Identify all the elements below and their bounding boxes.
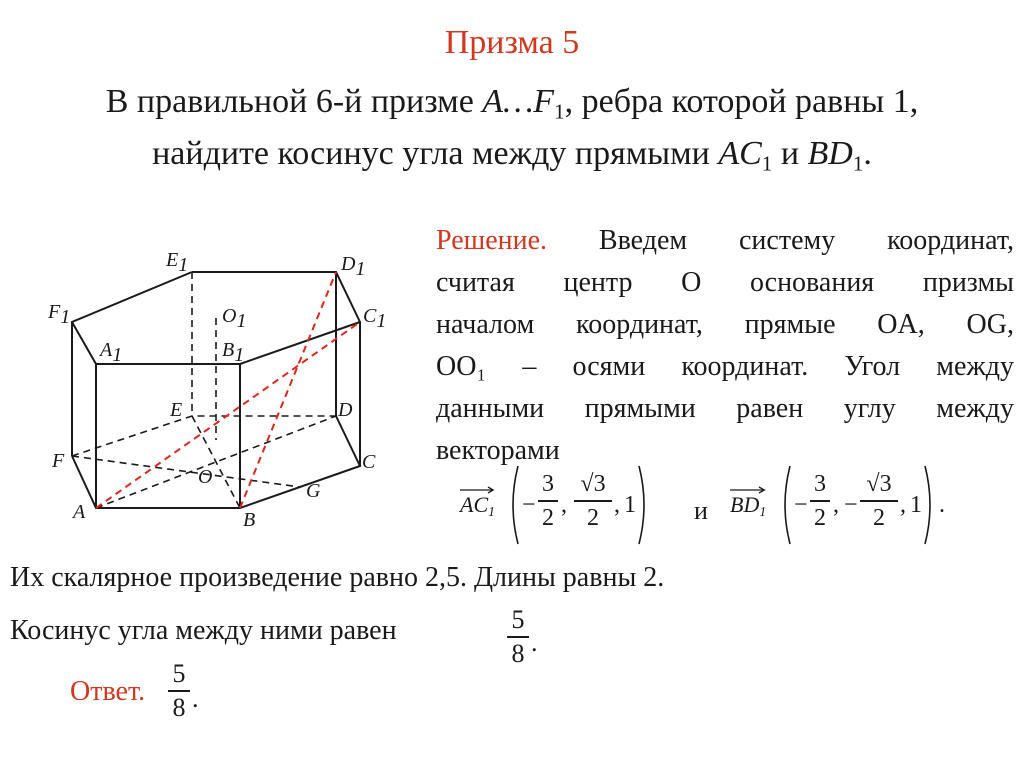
vector1-c2-fraction: √3 2 (574, 470, 612, 532)
vector-arrow-icon (730, 486, 766, 494)
label-E1: E1 (166, 249, 189, 276)
solution-line-1: Введем систему координат, (547, 225, 1014, 256)
vector2-c2-fraction: √3 2 (860, 470, 898, 532)
label-A1: A1 (100, 339, 123, 366)
label-D1: D1 (341, 253, 366, 280)
label-D: D (338, 399, 353, 421)
vector2-c2-sign: − (844, 492, 858, 518)
vector1-c3: 1 (624, 492, 636, 518)
label-B1: B1 (222, 339, 245, 366)
answer-label: Ответ. (70, 676, 146, 707)
label-B: B (243, 509, 256, 531)
label-C1: C1 (363, 305, 387, 332)
right-paren-1 (637, 464, 651, 546)
cosine-fraction: 5 8 (507, 606, 529, 668)
vector-ac1-name: $AC_1$ (460, 492, 495, 518)
label-E: E (170, 399, 183, 421)
label-O1: O1 (222, 305, 247, 332)
solution-text (436, 220, 1014, 472)
right-paren-2 (923, 464, 937, 546)
label-C: C (362, 451, 376, 473)
vector2-c1-fraction: 3 2 (810, 470, 830, 532)
solution-label: Решение. (436, 225, 548, 256)
vectors-conjunction: и (694, 496, 708, 525)
solution-line-5: данными прямыми равен углу между (436, 393, 1014, 424)
solution-line-2: считая центр O основания призмы (436, 267, 1014, 298)
slide-title: Призма 5 (444, 24, 580, 61)
label-A: A (73, 501, 86, 523)
vector1-c1-fraction: 3 2 (538, 470, 558, 532)
solution-line-4: OO₁ – осями координат. Угол между (436, 351, 1014, 382)
vector-arrow-icon (460, 486, 495, 494)
vector2-c1-sign: − (794, 492, 808, 518)
vector2-c3: 1 (910, 492, 922, 518)
left-paren-1 (506, 464, 520, 546)
left-paren-2 (778, 464, 792, 546)
vector-bd1-name: $BD_1$ (730, 492, 766, 518)
problem-statement: В правильной 6-й призме $A\dots F_1$, ребра которой равны 1, найдите косинус угла между прямыми $AC_1$ и $BD_1$. (105, 83, 919, 176)
dot-product-statement: Их скалярное произведение равно 2,5. Длины равны 2. (10, 562, 665, 593)
solution-line-3: началом координат, прямые OA, OG, (436, 309, 1014, 340)
label-F1: F1 (48, 301, 71, 328)
answer-fraction: 5 8 (168, 660, 190, 722)
vector1-c1-sign: − (522, 492, 536, 518)
hexagonal-prism-figure (40, 238, 400, 538)
label-G: G (306, 480, 321, 502)
label-O: O (198, 466, 213, 488)
solution-line-6: векторами (436, 435, 560, 466)
cosine-statement: Косинус угла между ними равен (10, 615, 397, 646)
label-F: F (52, 450, 65, 472)
